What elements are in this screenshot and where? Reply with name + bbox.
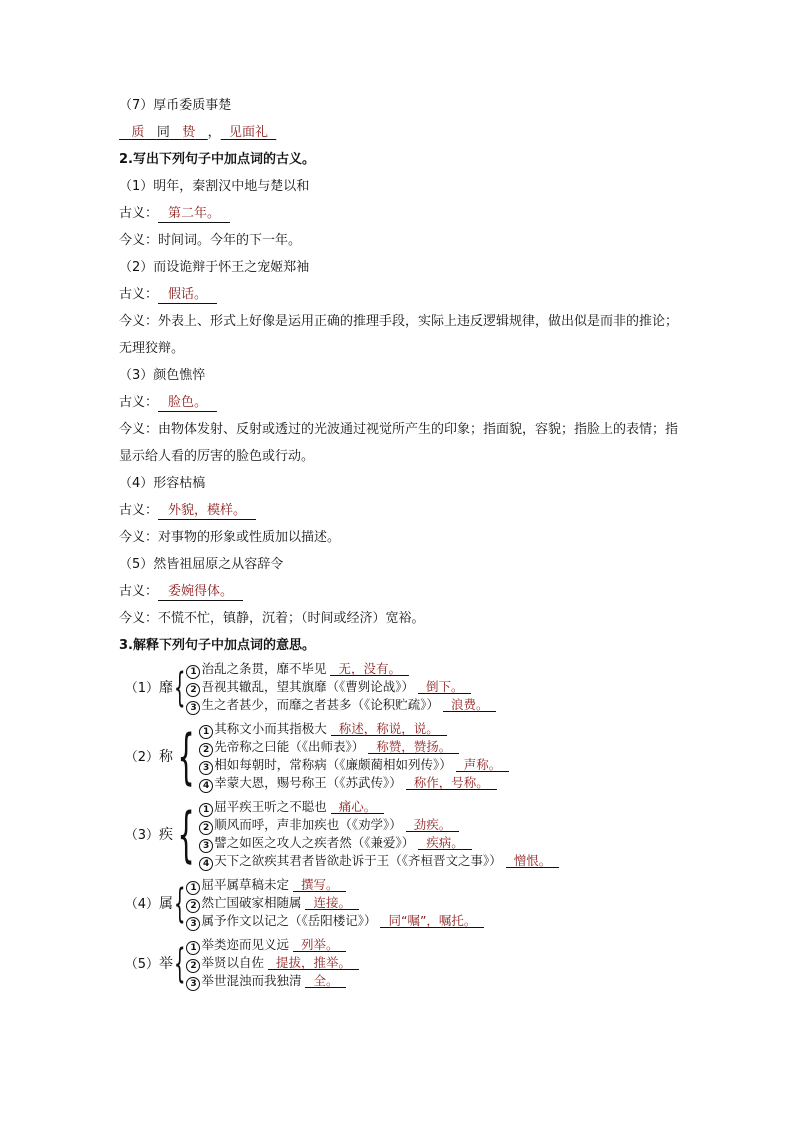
list-item <box>199 799 559 817</box>
list-item <box>186 955 359 973</box>
circle-number: 2 <box>199 743 213 757</box>
brace-icon: { <box>173 881 186 927</box>
gu-answer: 假话。 <box>158 286 217 304</box>
list-item <box>199 757 509 775</box>
circle-number: 3 <box>186 701 200 715</box>
item-text: 屈平疾王听之不聪也 <box>214 799 327 814</box>
circle-number: 2 <box>186 683 200 697</box>
section2-item-2 <box>119 254 679 362</box>
circle-number: 3 <box>199 839 213 853</box>
item-text: 其称文小而其指极大 <box>214 721 327 736</box>
list-item <box>186 697 496 715</box>
s2-item-label: （2）而设诡辩于怀王之宠姬郑袖 <box>119 260 310 275</box>
section2-title: 2.写出下列句子中加点词的古义。 <box>119 152 315 167</box>
section2-item-4 <box>119 470 679 551</box>
brace-icon: { <box>177 722 195 792</box>
group-number: （1） <box>124 680 159 696</box>
circle-number: 1 <box>199 803 213 817</box>
group-char: 举 <box>159 955 173 972</box>
section2-item-3 <box>119 362 679 470</box>
section3-title: 3.解释下列句子中加点词的意思。 <box>119 638 315 653</box>
item-answer: 声称。 <box>456 759 510 772</box>
gu-answer: 第二年。 <box>158 205 230 223</box>
section2-item-5 <box>119 551 679 632</box>
brace-icon: { <box>173 665 186 711</box>
q7-label: （7）厚币委质事楚 <box>119 98 232 113</box>
q7-ans3: 见面礼 <box>228 125 268 140</box>
q7-mid: 同 <box>156 125 170 140</box>
s2-item-label: （4）形容枯槁 <box>119 476 206 491</box>
item-answer: 列举。 <box>293 939 347 952</box>
jin-meaning: 今义：时间词。今年的下一年。 <box>119 233 302 248</box>
item-text: 生之者甚少，而靡之者甚多（《论积贮疏》） <box>201 697 439 712</box>
section2-item-1 <box>119 173 679 254</box>
jin-meaning: 今义：外表上、形式上好像是运用正确的推理手段，实际上违反逻辑规律，做出似是而非的推论；无理狡辩。 <box>119 314 679 356</box>
item-answer: 浪费。 <box>443 699 497 712</box>
list-item <box>186 973 359 991</box>
item-answer: 痛心。 <box>331 801 385 814</box>
item-answer: 提拔，推举。 <box>268 957 359 970</box>
circle-number: 2 <box>186 959 200 973</box>
item-text: 屈平属草稿未定 <box>201 877 289 892</box>
item-answer: 疾病。 <box>418 837 472 850</box>
item-text: 相如每朝时，常称病（《廉颇蔺相如列传》） <box>214 757 452 772</box>
list-item <box>186 661 496 679</box>
group-number: （2） <box>124 749 159 765</box>
word-group-5 <box>119 937 679 991</box>
item-text: 天下之欲疾其君者皆欲赴诉于王（《齐桓晋文之事》） <box>214 853 502 868</box>
gu-answer: 脸色。 <box>158 394 217 412</box>
circle-number: 2 <box>199 821 213 835</box>
item-answer: 连接。 <box>305 897 359 910</box>
item-text: 治乱之条贯，靡不毕见 <box>201 661 327 676</box>
word-group-3 <box>119 799 679 871</box>
group-char: 靡 <box>159 679 173 696</box>
item-text: 譬之如医之攻人之疾者然（《兼爱》） <box>214 835 415 850</box>
circle-number: 3 <box>186 917 200 931</box>
group-char: 属 <box>159 895 173 912</box>
circle-number: 1 <box>186 881 200 895</box>
list-item <box>186 913 484 931</box>
item-text: 举贤以自佐 <box>201 955 264 970</box>
item-answer: 无，没有。 <box>330 663 409 676</box>
circle-number: 4 <box>199 857 213 871</box>
item-answer: 劲疾。 <box>406 819 460 832</box>
gu-prefix: 古义： <box>119 395 159 410</box>
q7-ans2: 贽 <box>182 125 196 140</box>
list-item <box>186 877 484 895</box>
item-answer: 称赞，赞扬。 <box>368 741 459 754</box>
brace-icon: { <box>177 800 195 870</box>
group-number: （4） <box>124 896 159 912</box>
item-text: 顺风而呼，声非加疾也（《劝学》） <box>214 817 402 832</box>
list-item <box>199 721 509 739</box>
list-item <box>199 775 509 793</box>
item-text: 举世混浊而我独清 <box>201 973 302 988</box>
q7-sep: ， <box>207 125 221 140</box>
circle-number: 3 <box>199 761 213 775</box>
item-text: 然亡国破家相随属 <box>201 895 302 910</box>
item-text: 举类迩而见义远 <box>201 937 289 952</box>
gu-answer: 委婉得体。 <box>158 583 243 601</box>
brace-icon: { <box>173 941 186 987</box>
gu-prefix: 古义： <box>119 584 159 599</box>
item-text: 先帝称之曰能（《出师表》） <box>214 739 365 754</box>
circle-number: 1 <box>186 665 200 679</box>
item-answer: 全。 <box>305 975 346 988</box>
q7-answer-line <box>119 119 679 146</box>
circle-number: 1 <box>186 941 200 955</box>
circle-number: 3 <box>186 977 200 991</box>
list-item <box>186 937 359 955</box>
gu-answer: 外貌，模样。 <box>158 502 256 520</box>
document-page <box>119 92 679 997</box>
word-group-2 <box>119 721 679 793</box>
word-group-1 <box>119 661 679 715</box>
word-group-4 <box>119 877 679 931</box>
item-text: 吾视其辙乱，望其旗靡（《曹刿论战》） <box>201 679 414 694</box>
list-item <box>199 835 559 853</box>
item-text: 属予作文以记之（《岳阳楼记》） <box>201 913 377 928</box>
group-number: （5） <box>124 956 159 972</box>
circle-number: 4 <box>199 779 213 793</box>
item-answer: 同“嘱”，嘱托。 <box>380 915 484 928</box>
item-answer: 憎恨。 <box>506 855 560 868</box>
s2-item-label: （5）然皆祖屈原之从容辞令 <box>119 557 284 572</box>
group-char: 疾 <box>159 826 173 843</box>
list-item <box>199 853 559 871</box>
gu-prefix: 古义： <box>119 287 159 302</box>
s2-item-label: （1）明年，秦割汉中地与楚以和 <box>119 179 310 194</box>
group-number: （3） <box>124 827 159 843</box>
item-answer: 倒下。 <box>418 681 472 694</box>
group-char: 称 <box>159 748 173 765</box>
list-item <box>199 739 509 757</box>
list-item <box>186 895 484 913</box>
jin-meaning: 今义：不慌不忙，镇静，沉着；（时间或经济）宽裕。 <box>119 611 425 626</box>
gu-prefix: 古义： <box>119 206 159 221</box>
q7-ans1: 质 <box>131 125 145 140</box>
item-answer: 称述，称说，说。 <box>331 723 447 736</box>
item-answer: 称作，号称。 <box>406 777 497 790</box>
list-item <box>186 679 496 697</box>
jin-meaning: 今义：由物体发射、反射或透过的光波通过视觉所产生的印象；指面貌，容貌；指脸上的表情；指显示给人看的厉害的脸色或行动。 <box>119 422 679 464</box>
s2-item-label: （3）颜色憔悴 <box>119 368 206 383</box>
gu-prefix: 古义： <box>119 503 159 518</box>
list-item <box>199 817 559 835</box>
item-answer: 撰写。 <box>293 879 347 892</box>
item-text: 幸蒙大恩，赐号称王（《苏武传》） <box>214 775 402 790</box>
circle-number: 1 <box>199 725 213 739</box>
jin-meaning: 今义：对事物的形象或性质加以描述。 <box>119 530 341 545</box>
circle-number: 2 <box>186 899 200 913</box>
